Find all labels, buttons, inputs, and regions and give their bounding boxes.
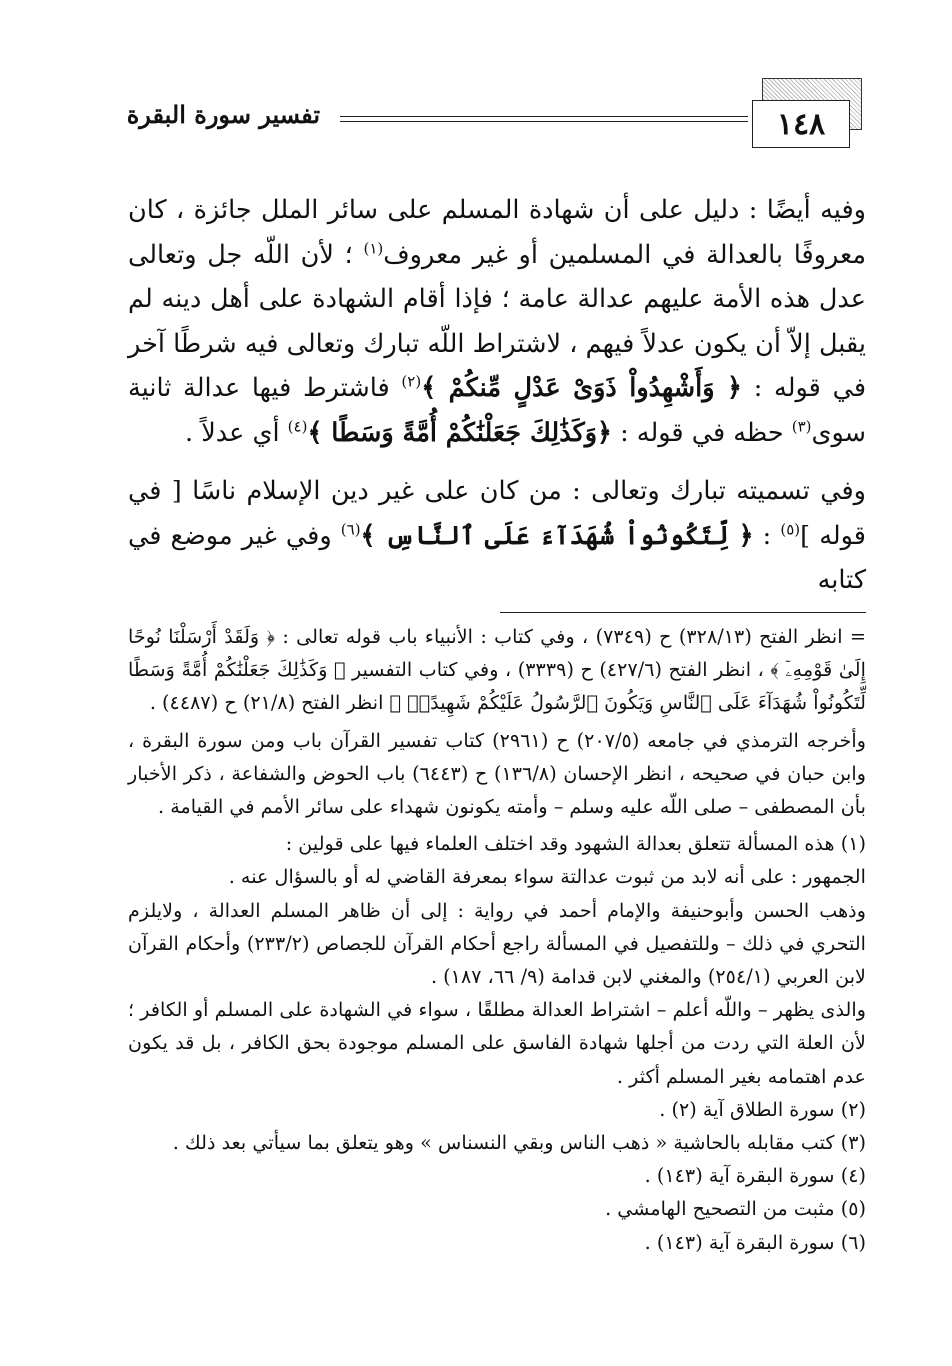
footnote-2: (٢) سورة الطلاق آية (٢) . [659, 1097, 866, 1121]
footnote-ref: (٢) [401, 372, 422, 391]
footnote-ref: (٤) [287, 417, 308, 435]
quran-quote: ﴿ وَأَشْهِدُواْ ذَوَىْ عَدْلٍ مِّنكُمْ ﴾ [421, 373, 743, 403]
footnote-ref: (٥) [780, 520, 801, 538]
footnote-ref: (٣) [791, 417, 812, 435]
text-span: أي عدلاً . [185, 417, 288, 448]
footnote-ref: (٦) [340, 520, 361, 538]
quran-quote: ﴿وَكَذَٰلِكَ جَعَلْنَٰكُمْ أُمَّةً وَسَطًا ﴾ [307, 417, 612, 448]
text-span: : [753, 520, 781, 551]
footnote-1: (١) هذه المسألة تتعلق بعدالة الشهود وقد اختلف العلماء فيها على قولين : [285, 832, 866, 856]
footnote-6: (٦) سورة البقرة آية (١٤٣) . [644, 1230, 866, 1254]
header-rule [340, 121, 748, 122]
footnote-continuation: = انظر الفتح (٣٢٨/١٣) ح (٧٣٤٩) ، وفي كتاب : الأنبياء باب قوله تعالى : ﴿ وَلَقَدْ أَرْسَلْنَا نُوحًا إِلَىٰ قَوْمِهِۦٓ ﴾ ، انظر الفتح (٤٢٧/٦) ح (٣٣٣٩) ، وفي كتاب التفسير ﴿ وَكَذَٰلِكَ جَعَلْنَٰكُمْ أُمَّةً وَسَطًا لِّتَكُونُواْ شُهَدَآءَ عَلَى ٱلنَّاسِ وَيَكُونَ ٱلرَّسُولُ عَلَيْكُمْ شَهِيدًاۗ ﴾ انظر الفتح (٢١/٨) ح (٤٤٨٧) . [128, 625, 866, 715]
footnote-5: (٥) مثبت من التصحيح الهامشي . [605, 1197, 866, 1221]
page-header [0, 0, 952, 150]
footnotes [128, 620, 866, 1259]
quran-quote: ﴿ لِّتَكُونُواْ شُهَدَآءَ عَلَى ٱلنَّاسِ ﴾ [360, 520, 754, 551]
footnote-ref: (١) [363, 239, 384, 257]
footnote-1-line: وذهب الحسن وأبوحنيفة والإمام أحمد في رواية : إلى أن ظاهر المسلم العدالة ، ولايلزم التحري في ذلك – وللتفصيل في المسألة راجع أحكام القرآن للجصاص (٢٣٣/٢) وأحكام القرآن لابن العربي (٢٥٤/١) والمغني لابن قدامة (٩/ ٦٦، ١٨٧) . [128, 898, 866, 989]
text-span: وفيه أيضًا : دليل على أن شهادة المسلم على سائر الملل جائزة ، كان معروفًا بالعدالة في المسلمين أو غير معروف [128, 195, 866, 270]
text-span: حظه في قوله : [611, 417, 792, 448]
paragraph-1 [128, 188, 866, 455]
page-number: ١٤٨ [752, 100, 850, 148]
paragraph-2 [128, 469, 866, 603]
footnote-continuation: وأخرجه الترمذي في جامعه (٢٠٧/٥) ح (٢٩٦١) كتاب تفسير القرآن باب ومن سورة البقرة ، وابن حبان في صحيحه ، انظر الإحسان (١٣٦/٨) ح (٦٤٤٣) باب الحوض والشفاعة ، ذكر الأخبار بأن المصطفى – صلى اللّه عليه وسلم – وأمته يكونون شهداء على سائر الأمم في القيامة . [128, 728, 866, 819]
running-title: تفسير سورة البقرة [126, 100, 320, 129]
text-span: فاشترط فيها عدالة ثانية سوى [128, 373, 866, 448]
footnote-1-line: والذى يظهر – واللّه أعلم – اشتراط العدالة مطلقًا ، سواء في الشهادة على المسلم أو الكافر ؛ لأن العلة التي ردت من أجلها شهادة الفاسق على المسلم موجودة بحق الكافر ، بل قد يكون عدم اهتمامه بغير المسلم أكثر . [128, 998, 866, 1088]
main-text [128, 188, 866, 603]
footnote-1-line: الجمهور : على أنه لابد من ثبوت عدالتة سواء بمعرفة القاضي له أو بالسؤال عنه . [228, 865, 866, 889]
text-span: وفي غير موضع في كتابه [128, 520, 866, 595]
footnote-4: (٤) سورة البقرة آية (١٤٣) . [644, 1164, 866, 1188]
footnote-divider [500, 612, 866, 613]
header-rule [340, 116, 748, 117]
text-span: ؛ لأن اللّه جل وتعالى عدل هذه الأمة عليهم عدالة عامة ؛ فإذا أقام الشهادة على أهل دينه لم يقبل إلاّ أن يكون عدلاً فيهم ، لاشتراط اللّه تبارك وتعالى فيه شرطًا آخر في قوله : [128, 239, 867, 403]
footnote-3: (٣) كتب مقابله بالحاشية « ذهب الناس وبقي النسناس » وهو يتعلق بما سيأتي بعد ذلك . [172, 1131, 866, 1155]
text-span: وفي تسميته تبارك وتعالى : من كان على غير دين الإسلام ناسًا [ في قوله ] [128, 476, 866, 551]
